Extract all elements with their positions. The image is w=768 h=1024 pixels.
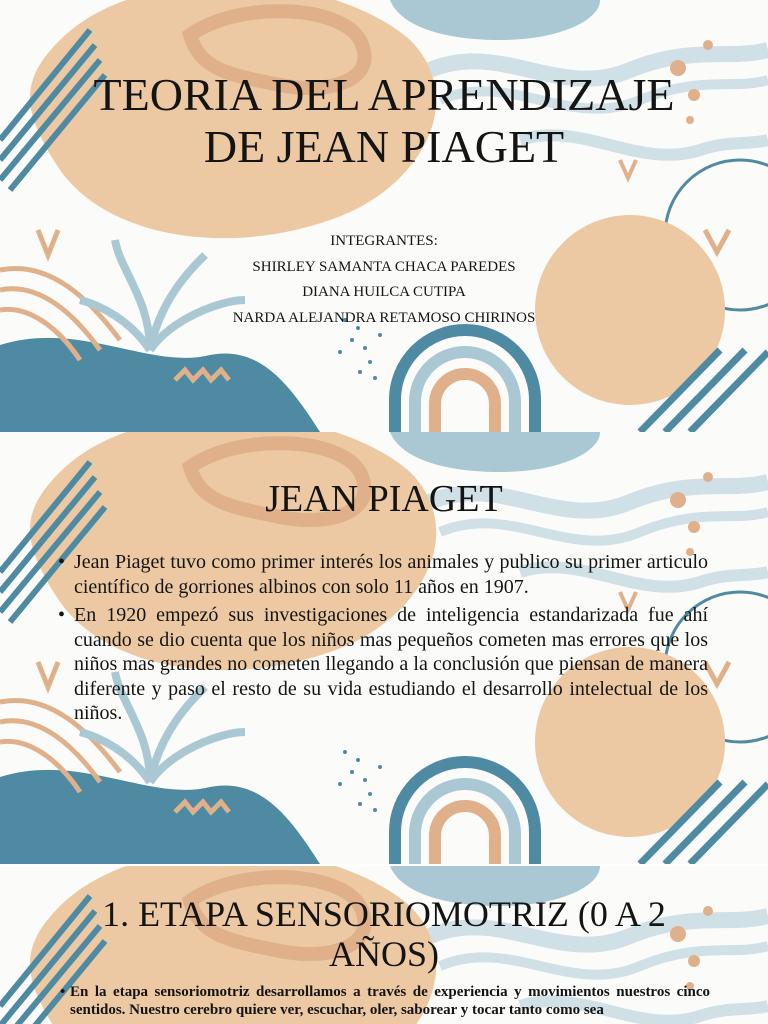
member-name: NARDA ALEJANDRA RETAMOSO CHIRINOS — [232, 309, 536, 326]
bullet-item: • Jean Piaget tuvo como primer interés los animales y publico su primer articulo científico de gorriones albinos con solo 11 años en 1907. — [58, 550, 708, 599]
stage-slide — [0, 866, 768, 1024]
bullet-list — [60, 983, 710, 1023]
slide-title: TEORIA DEL APRENDIZAJE DE JEAN PIAGET — [93, 69, 675, 172]
bullet-item: • En 1920 empezó sus investigaciones de inteligencia estandarizada fue ahí cuando se dio cuenta que los niños mas pequeños cometen mas errores que los niños mas grandes no cometen llegando a la conclusión que piensan de manera diferente y paso el resto de su vida estudiando el desarrollo intelectual de los niños. — [58, 603, 708, 726]
members-list — [100, 229, 668, 331]
bullet-list — [58, 550, 708, 730]
members-heading: INTEGRANTES: — [330, 233, 438, 249]
member-name: DIANA HUILCA CUTIPA — [302, 284, 466, 300]
slide-title: JEAN PIAGET — [265, 478, 503, 520]
title-slide — [0, 0, 768, 432]
bullet-item: • En la etapa sensoriomotriz desarrollamos a través de experiencia y movimientos nuestros cinco sentidos. Nuestro cerebro quiere ver, escuchar, oler, saborear y tocar tanto como sea — [60, 983, 710, 1019]
slide-title: 1. ETAPA SENSORIOMOTRIZ (0 A 2 AÑOS) — [102, 894, 666, 974]
biography-slide — [0, 432, 768, 864]
member-name: SHIRLEY SAMANTA CHACA PAREDES — [252, 258, 516, 275]
